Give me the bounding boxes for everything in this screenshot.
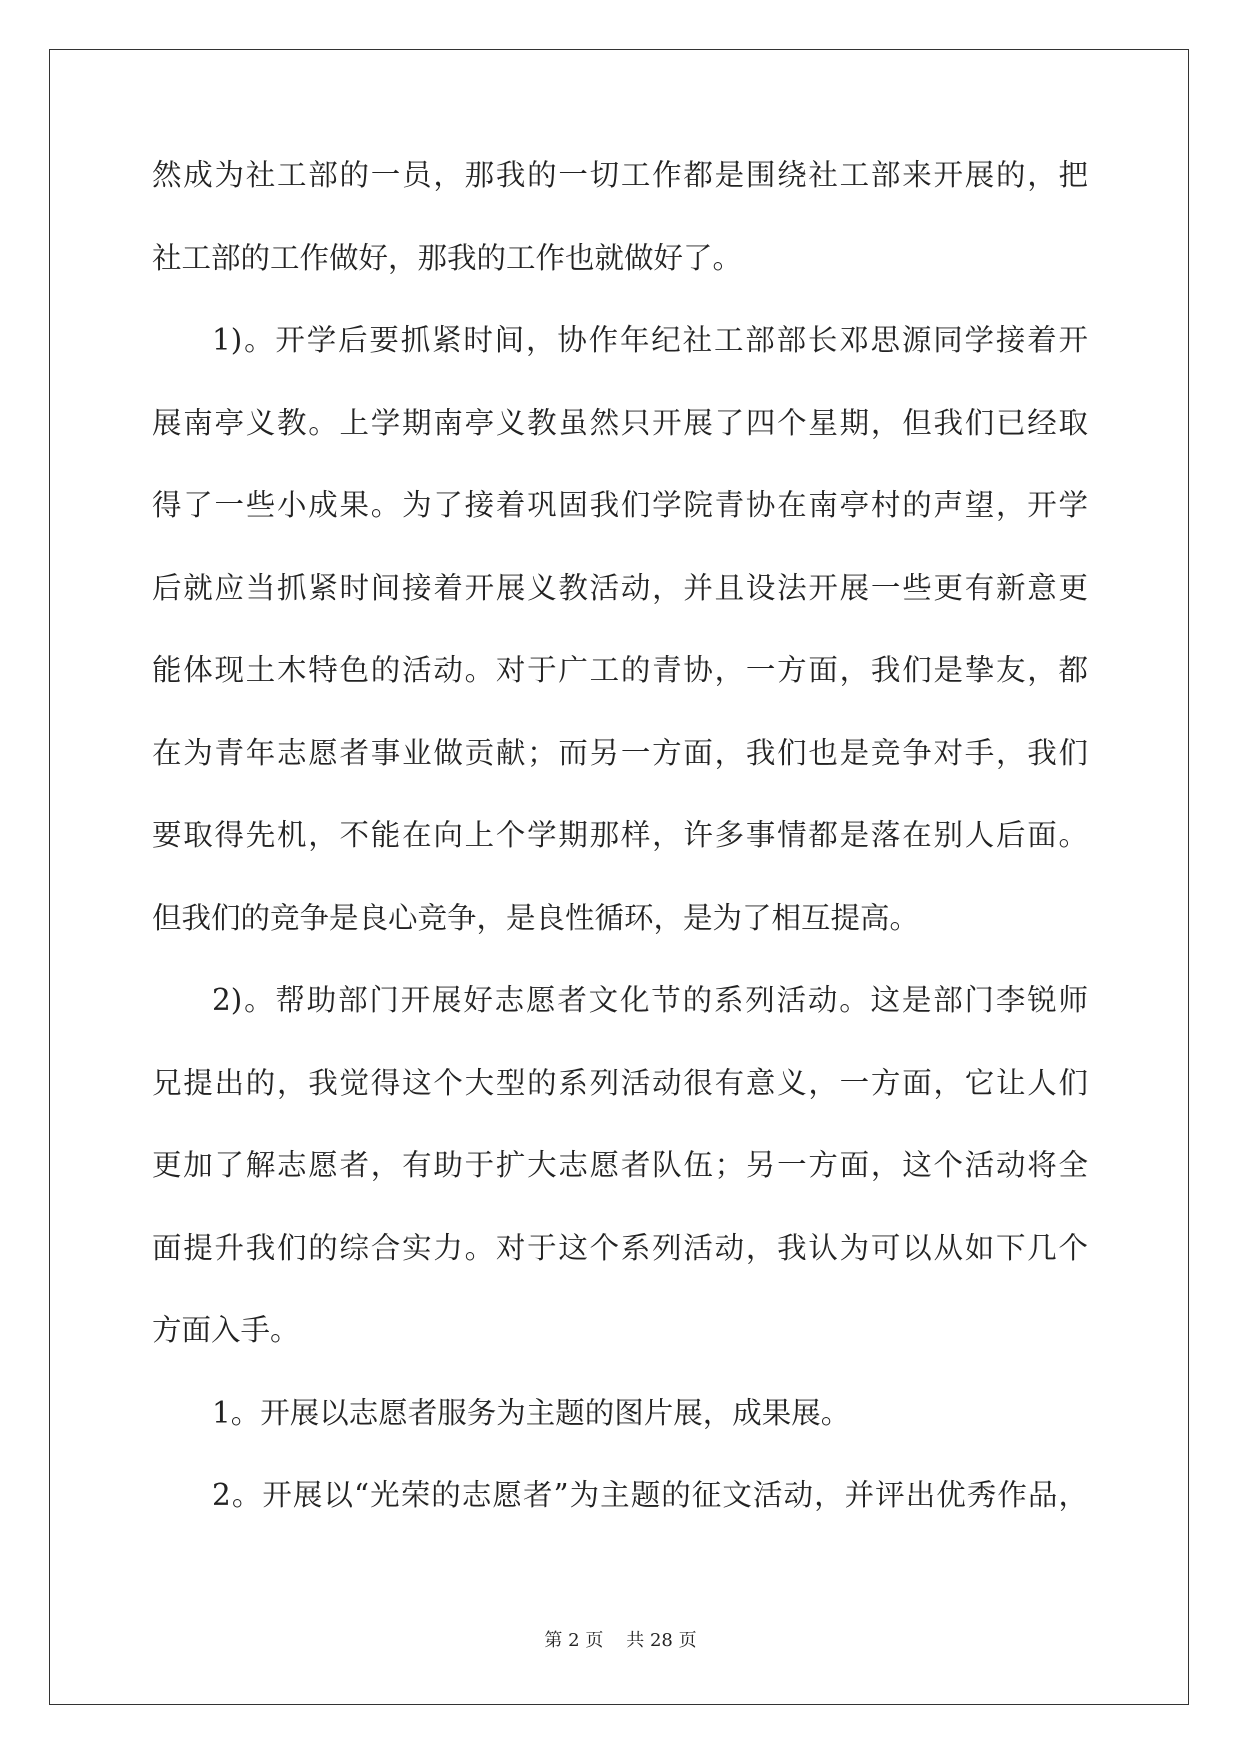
text-line: 2)。帮助部门开展好志愿者文化节的系列活动。这是部门李锐师 [212, 983, 1088, 1017]
page-footer [0, 1626, 1241, 1652]
text-line: 要取得先机，不能在向上个学期那样，许多事情都是落在别人后面。 [152, 818, 1088, 852]
text-line: 兄提出的，我觉得这个大型的系列活动很有意义，一方面，它让人们 [152, 1065, 1088, 1100]
text-line: 方面入手。 [152, 1313, 300, 1347]
text-line: 后就应当抓紧时间接着开展义教活动，并且设法开展一些更有新意更 [152, 570, 1088, 605]
text-line: 2。开展以“光荣的志愿者”为主题的征文活动，并评出优秀作品， [212, 1478, 1088, 1512]
text-line: 社工部的工作做好，那我的工作也就做好了。 [152, 240, 743, 275]
text-line: 1)。开学后要抓紧时间，协作年纪社工部部长邓思源同学接着开 [212, 323, 1088, 357]
text-line: 得了一些小成果。为了接着巩固我们学院青协在南亭村的声望，开学 [152, 488, 1088, 522]
text-line: 在为青年志愿者事业做贡献；而另一方面，我们也是竞争对手，我们 [152, 735, 1088, 770]
total-pages: 共 28 页 [626, 1630, 697, 1651]
text-line: 展南亭义教。上学期南亭义教虽然只开展了四个星期，但我们已经取 [152, 405, 1088, 440]
page-number: 第 2 页 [544, 1630, 604, 1651]
text-line: 但我们的竞争是良心竞争，是良性循环，是为了相互提高。 [152, 900, 920, 935]
text-line: 1。开展以志愿者服务为主题的图片展，成果展。 [212, 1395, 851, 1430]
text-line: 能体现土木特色的活动。对于广工的青协，一方面，我们是挚友，都 [152, 653, 1088, 687]
text-line: 然成为社工部的一员，那我的一切工作都是围绕社工部来开展的，把 [152, 158, 1088, 192]
text-line: 面提升我们的综合实力。对于这个系列活动，我认为可以从如下几个 [152, 1230, 1088, 1265]
document-body [152, 160, 1088, 1563]
text-line: 更加了解志愿者，有助于扩大志愿者队伍；另一方面，这个活动将全 [152, 1148, 1088, 1182]
